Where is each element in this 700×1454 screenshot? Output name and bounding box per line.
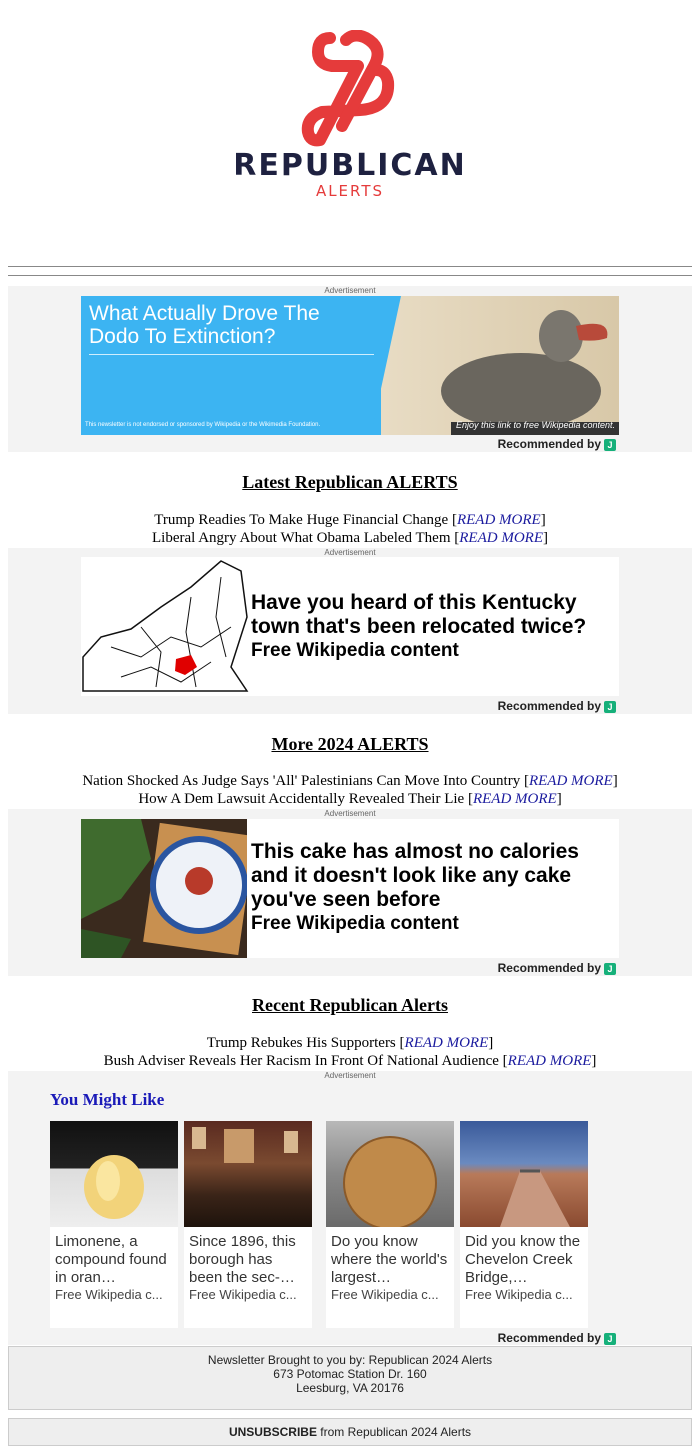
- jeeng-logo-icon: J: [604, 701, 616, 713]
- ad-text-line: Free Wikipedia content: [251, 913, 459, 934]
- recommended-by-label: Recommended by: [497, 961, 601, 975]
- unsubscribe-bar[interactable]: [8, 1418, 692, 1446]
- ad-label: Advertisement: [324, 548, 376, 557]
- section-heading: More 2024 ALERTS: [271, 734, 429, 754]
- header-logo: [0, 0, 700, 250]
- story-line: Nation Shocked As Judge Says 'All' Palestinians Can Move Into Country [READ MORE]: [82, 773, 618, 789]
- card-title: Limonene, a compound found in oran…: [55, 1233, 167, 1286]
- recommended-by[interactable]: [498, 1331, 616, 1345]
- ad-label: Advertisement: [324, 286, 376, 295]
- ad-text-line: you've seen before: [251, 888, 441, 911]
- logo-title: REPUBLICAN: [233, 148, 467, 183]
- recommendation-card[interactable]: [460, 1121, 588, 1328]
- recommended-by[interactable]: [498, 437, 616, 451]
- might-like-heading: You Might Like: [50, 1090, 165, 1109]
- footer-line: Leesburg, VA 20176: [296, 1381, 404, 1395]
- advertisement-block: [8, 286, 692, 452]
- recommended-by-label: Recommended by: [497, 437, 601, 451]
- ad-text-line: and it doesn't look like any cake: [251, 864, 572, 887]
- dodo-bird-image: [411, 296, 619, 435]
- section-heading: Latest Republican ALERTS: [242, 472, 458, 492]
- ad-disclaimer: This newsletter is not endorsed or sponsored by Wikipedia or the Wikimedia Foundation.: [85, 422, 321, 428]
- card-source: Free Wikipedia c...: [189, 1287, 297, 1302]
- section-heading: Recent Republican Alerts: [252, 995, 448, 1015]
- kentucky-map-image: [81, 557, 249, 696]
- unsubscribe-link[interactable]: UNSUBSCRIBE: [228, 1425, 317, 1439]
- ad-caption: Enjoy this link to free Wikipedia content.: [456, 420, 615, 430]
- story-title: Liberal Angry About What Obama Labeled Them: [151, 530, 451, 546]
- ad-banner-cake[interactable]: [81, 819, 619, 958]
- recommended-by[interactable]: [498, 699, 616, 713]
- story-line: Bush Adviser Reveals Her Racism In Front Of National Audience [READ MORE]: [103, 1053, 597, 1069]
- unsubscribe-text: from Republican 2024 Alerts: [316, 1425, 472, 1439]
- ad-banner-dodo[interactable]: [81, 296, 619, 435]
- card-image: [50, 1121, 178, 1227]
- recommended-by[interactable]: [498, 961, 616, 975]
- read-more-link[interactable]: READ MORE: [459, 530, 543, 546]
- story-line: Trump Readies To Make Huge Financial Change [READ MORE]: [154, 512, 546, 528]
- recommendation-card[interactable]: [50, 1121, 178, 1328]
- story-title: Trump Readies To Make Huge Financial Change: [154, 512, 449, 528]
- ad-banner-kentucky[interactable]: [81, 557, 619, 696]
- card-image: [460, 1121, 588, 1227]
- read-more-link[interactable]: READ MORE: [528, 773, 613, 789]
- newsletter-footer: [8, 1346, 692, 1410]
- story-title: Bush Adviser Reveals Her Racism In Front Of National Audience: [103, 1053, 499, 1069]
- divider: [8, 275, 692, 276]
- ad-text-line: Have you heard of this Kentucky: [251, 591, 577, 614]
- story-title: How A Dem Lawsuit Accidentally Revealed Their Lie: [138, 791, 465, 807]
- ad-label: Advertisement: [324, 1071, 376, 1080]
- logo-mark-icon: [300, 30, 400, 148]
- card-title: Since 1896, this borough has been the sec-…: [189, 1233, 296, 1286]
- ad-headline: What Actually Drove The Dodo To Extinction?: [89, 302, 320, 348]
- advertisement-block: [8, 548, 692, 714]
- ad-text-line: Free Wikipedia content: [251, 640, 459, 661]
- recommended-by-label: Recommended by: [497, 1331, 601, 1345]
- read-more-link[interactable]: READ MORE: [472, 791, 557, 807]
- ad-text-line: town that's been relocated twice?: [251, 615, 587, 638]
- card-title: Did you know the Chevelon Creek Bridge,…: [465, 1233, 581, 1286]
- card-image: [326, 1121, 454, 1227]
- footer-line: 673 Potomac Station Dr. 160: [273, 1367, 427, 1381]
- jeeng-logo-icon: J: [604, 963, 616, 975]
- read-more-link[interactable]: READ MORE: [507, 1053, 592, 1069]
- recommended-by-label: Recommended by: [497, 699, 601, 713]
- story-line: How A Dem Lawsuit Accidentally Revealed Their Lie [READ MORE]: [138, 791, 562, 807]
- card-image: [184, 1121, 312, 1227]
- story-line: Liberal Angry About What Obama Labeled Them [READ MORE]: [151, 530, 548, 546]
- recommendation-card[interactable]: [326, 1121, 454, 1328]
- card-source: Free Wikipedia c...: [465, 1287, 573, 1302]
- story-title: Trump Rebukes His Supporters: [206, 1035, 396, 1051]
- footer-line: Newsletter Brought to you by: Republican 2024 Alerts: [207, 1353, 493, 1367]
- divider: [8, 266, 692, 267]
- ad-text-line: This cake has almost no calories: [251, 840, 579, 863]
- card-source: Free Wikipedia c...: [55, 1287, 163, 1302]
- story-title: Nation Shocked As Judge Says 'All' Palestinians Can Move Into Country: [82, 773, 521, 789]
- jeeng-logo-icon: J: [604, 1333, 616, 1345]
- story-line: Trump Rebukes His Supporters [READ MORE]: [206, 1035, 494, 1051]
- logo-subtitle: ALERTS: [315, 182, 385, 200]
- read-more-link[interactable]: READ MORE: [456, 512, 541, 528]
- advertisement-block: [8, 809, 692, 976]
- cake-plate-image: [81, 819, 247, 958]
- recommendation-card[interactable]: [184, 1121, 312, 1328]
- jeeng-logo-icon: J: [604, 439, 616, 451]
- ad-label: Advertisement: [324, 809, 376, 818]
- read-more-link[interactable]: READ MORE: [404, 1035, 489, 1051]
- card-title: Do you know where the world's largest…: [331, 1233, 448, 1286]
- card-source: Free Wikipedia c...: [331, 1287, 439, 1302]
- ad-rule: [89, 354, 374, 355]
